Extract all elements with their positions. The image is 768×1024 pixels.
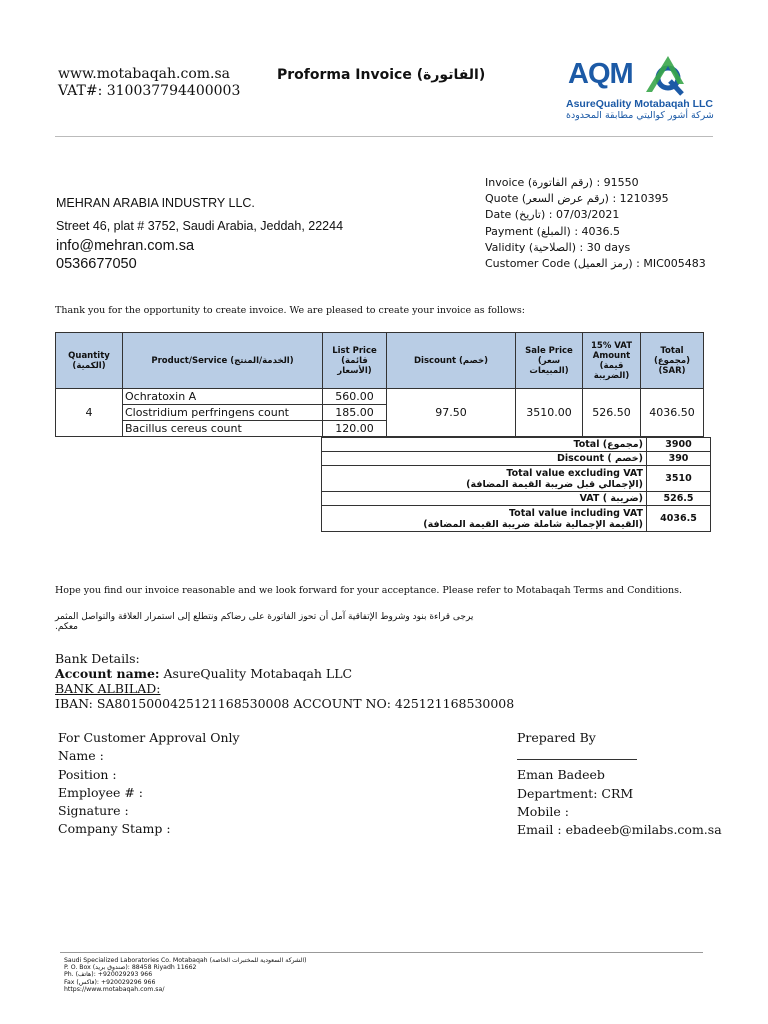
table-row	[56, 389, 704, 405]
discount-value: 390	[647, 452, 711, 466]
totals-row	[322, 492, 711, 506]
footer	[64, 957, 306, 993]
col-sale-price: Sale Price (سعر المبيعات)	[516, 333, 583, 389]
table-header-row	[56, 333, 704, 389]
logo-name-en: AsureQuality Motabaqah LLC	[566, 98, 714, 110]
customer-approval	[58, 729, 240, 839]
account-name-line	[55, 666, 514, 681]
item-name: Ochratoxin A	[123, 389, 323, 405]
totals-row	[322, 466, 711, 492]
customer-code: Customer Code (رمز العميل) : MIC005483	[485, 257, 706, 271]
approval-employee: Employee # :	[58, 784, 143, 800]
total-label: Total (مجموع)	[322, 438, 647, 452]
signature-line	[517, 759, 637, 760]
item-name: Bacillus cereus count	[123, 421, 323, 437]
total-cell: 4036.50	[641, 389, 704, 437]
approval-position: Position :	[58, 766, 117, 782]
iban: IBAN: SA8015000425121168530008 ACCOUNT NO: 425121168530008	[55, 696, 515, 711]
vat-cell: 526.50	[583, 389, 641, 437]
intro-text: Thank you for the opportunity to create invoice. We are pleased to create your invoice as follows:	[55, 305, 525, 316]
logo-name-ar: شركة أشور كواليتي مطابقة المحدودة	[566, 110, 714, 121]
bank-title: Bank Details:	[55, 651, 140, 666]
prepared-by	[517, 729, 722, 839]
col-total: Total (مجموع) (SAR)	[641, 333, 704, 389]
incl-vat-value: 4036.5	[647, 506, 711, 532]
totals-table	[321, 437, 711, 532]
vat-label: VAT ( ضريبة)	[322, 492, 647, 506]
invoice-meta	[485, 175, 706, 272]
footer-po-box: P. O. Box (صندوق بريد): 88458 Riyadh 11662	[64, 964, 197, 972]
approval-title: For Customer Approval Only	[58, 730, 240, 745]
page-title: Proforma Invoice (الفاتورة)	[277, 67, 486, 83]
footer-fax: Fax (فاكس): +966 920029296	[64, 978, 156, 986]
quantity-cell: 4	[56, 389, 123, 437]
header-contact	[58, 66, 240, 100]
totals-row	[322, 438, 711, 452]
approval-name: Name :	[58, 748, 104, 764]
item-list-price: 120.00	[323, 421, 387, 437]
prepared-email: Email : ebadeeb@milabs.com.sa	[517, 822, 722, 838]
footer-phone: Ph. (هاتف): +966 920029293	[64, 971, 153, 979]
footer-divider	[60, 952, 703, 953]
excl-vat-label: Total value excluding VAT (الإجمالي قبل ضريبة القيمة المضافة)	[322, 466, 647, 492]
totals-row	[322, 506, 711, 532]
quote-number: Quote (رقم عرض السعر) : 1210395	[485, 192, 669, 206]
header-divider	[55, 136, 713, 137]
bank-name: BANK ALBILAD:	[55, 681, 161, 696]
prepared-name: Eman Badeeb	[517, 767, 605, 783]
discount-label: Discount ( خصم)	[322, 452, 647, 466]
account-name-label: Account name:	[55, 666, 160, 681]
website-text: www.motabaqah.com.sa	[58, 66, 231, 82]
customer-name: MEHRAN ARABIA INDUSTRY LLC.	[56, 196, 255, 210]
incl-vat-label: Total value including VAT (القيمة الإجمالية شاملة ضريبة القيمة المضافة)	[322, 506, 647, 532]
prepared-department: Department: CRM	[517, 785, 634, 801]
company-logo	[566, 54, 716, 124]
items-table	[55, 332, 704, 437]
col-list-price: List Price (قائمة الأسعار)	[323, 333, 387, 389]
prepared-title: Prepared By	[517, 730, 596, 745]
discount-cell: 97.50	[387, 389, 516, 437]
validity: Validity (الصلاحية) : 30 days	[485, 240, 631, 254]
closing-text-ar: يرجى قراءة بنود وشروط الإتفاقية آمل أن تحوز الفاتورة على رضاكم ونتطلع إلى استمرار العلاقة والتواصل المثمر معكم.	[55, 612, 474, 632]
customer-phone: 0536677050	[56, 256, 137, 272]
approval-signature: Signature :	[58, 803, 129, 819]
total-value: 3900	[647, 438, 711, 452]
vat-number: VAT#: 310037794400003	[58, 83, 241, 99]
excl-vat-value: 3510	[647, 466, 711, 492]
item-list-price: 185.00	[323, 405, 387, 421]
item-list-price: 560.00	[323, 389, 387, 405]
col-quantity: Quantity (الكمية)	[56, 333, 123, 389]
account-name: AsureQuality Motabaqah LLC	[163, 666, 353, 681]
vat-value: 526.5	[647, 492, 711, 506]
totals-row	[322, 452, 711, 466]
col-vat: 15% VAT Amount (قيمة الضريبة)	[583, 333, 641, 389]
invoice-date: Date (تاريخ) : 07/03/2021	[485, 208, 620, 222]
footer-company: Saudi Specialized Laboratories Co. Motabaqah (الشركة السعودية للمختبرات الخاصة)	[64, 957, 307, 964]
logo-mark: AQM	[568, 58, 633, 90]
payment-amount: Payment (المبلغ) : 4036.5	[485, 224, 621, 238]
customer-block	[56, 196, 343, 272]
footer-website[interactable]: https://www.motabaqah.com.sa/	[64, 985, 165, 993]
logo-q-icon	[640, 54, 710, 98]
closing-text-en: Hope you find our invoice reasonable and we look forward for your acceptance. Please refer to Motabaqah Terms and Conditions.	[55, 585, 682, 596]
invoice-number: Invoice (رقم الفاتورة) : 91550	[485, 176, 639, 189]
col-product: Product/Service (الخدمة/المنتج)	[123, 333, 323, 389]
approval-stamp: Company Stamp :	[58, 821, 171, 837]
col-discount: Discount (خصم)	[387, 333, 516, 389]
prepared-mobile: Mobile :	[517, 803, 569, 819]
customer-email: info@mehran.com.sa	[56, 238, 195, 254]
bank-details	[55, 651, 514, 711]
item-name: Clostridium perfringens count	[123, 405, 323, 421]
sale-price-cell: 3510.00	[516, 389, 583, 437]
customer-address: Street 46, plat # 3752, Saudi Arabia, Jeddah, 22244	[56, 219, 344, 233]
